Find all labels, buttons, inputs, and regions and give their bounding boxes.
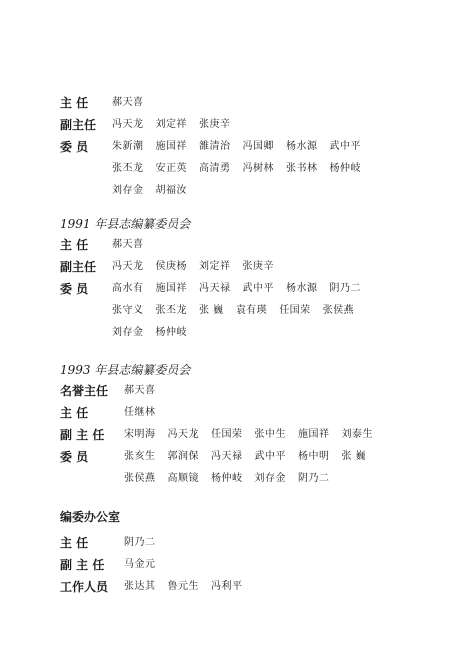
member-name: 冯天禄 [211, 451, 243, 462]
member-name: 冯天龙 [167, 429, 199, 440]
member-name: 张侯燕 [124, 473, 156, 484]
member-name: 杨仲岐 [211, 473, 243, 484]
role-label: 副 主 任 [60, 558, 105, 572]
member-name: 张丕龙 [112, 163, 144, 174]
member-name: 高水有 [112, 283, 144, 294]
member-name: 武中平 [242, 283, 274, 294]
row-members [60, 446, 367, 468]
member-name: 任国荣 [211, 429, 243, 440]
row-members-cont [60, 300, 355, 322]
member-name: 冯树林 [242, 163, 274, 174]
role-label: 主 任 [60, 536, 89, 550]
row-deputy-director [60, 424, 373, 446]
member-name: 袁有瑛 [235, 305, 268, 316]
member-name: 施国祥 [155, 283, 187, 294]
member-name: 张书林 [286, 163, 318, 174]
committee-section-1993 [60, 360, 373, 490]
member-name: 武中平 [254, 451, 286, 462]
member-name: 杨仲岐 [155, 327, 187, 338]
member-name: 刘定祥 [199, 261, 231, 272]
member-name: 杨中明 [298, 451, 330, 462]
member-name: 张丕龙 [155, 305, 187, 316]
member-name: 任国荣 [279, 305, 311, 316]
row-director [60, 402, 190, 424]
member-name: 刘存金 [112, 327, 144, 338]
member-name: 张中生 [254, 429, 286, 440]
member-name: 杨水源 [286, 283, 318, 294]
role-label: 主 任 [60, 406, 89, 420]
member-name: 宋明海 [124, 429, 156, 440]
row-deputy-director [60, 256, 274, 278]
row-staff [60, 576, 243, 598]
member-name: 刘存金 [112, 185, 144, 196]
role-label: 副主任 [60, 118, 97, 132]
member-name: 冯天龙 [112, 119, 144, 130]
role-label: 委 员 [60, 282, 89, 296]
member-name: 阴乃二 [329, 283, 361, 294]
row-members-cont [60, 322, 190, 344]
member-name: 施国祥 [298, 429, 330, 440]
member-name: 高顺镜 [167, 473, 199, 484]
member-name: 胡福汝 [155, 185, 187, 196]
member-name: 武中平 [329, 141, 361, 152]
role-label: 委 员 [60, 140, 89, 154]
section-title: 1991 年县志编纂委员会 [60, 217, 191, 231]
member-name: 张 巍 [341, 451, 367, 462]
member-name: 刘存金 [254, 473, 286, 484]
member-name: 杨水源 [286, 141, 318, 152]
member-name: 冯天龙 [112, 261, 144, 272]
member-name: 侯庚杨 [155, 261, 187, 272]
member-name: 张达其 [124, 581, 156, 592]
member-name: 刘定祥 [155, 119, 187, 130]
member-name: 郝天喜 [112, 239, 144, 250]
row-director [60, 234, 190, 256]
row-members [60, 278, 361, 300]
role-label: 工作人员 [60, 580, 109, 594]
member-name: 杨仲岐 [329, 163, 361, 174]
member-name: 阴乃二 [124, 537, 156, 548]
member-name: 安正英 [155, 163, 187, 174]
member-name: 高清勇 [199, 163, 231, 174]
member-name: 任继林 [124, 407, 156, 418]
member-name: 张侯燕 [322, 305, 355, 316]
member-name: 冯国卿 [242, 141, 274, 152]
member-name: 张庚辛 [242, 261, 274, 272]
member-name: 郭润保 [167, 451, 199, 462]
member-name: 朱新潮 [112, 141, 144, 152]
role-label: 委 员 [60, 450, 89, 464]
member-name: 冯利平 [211, 581, 243, 592]
member-name: 郝天喜 [124, 385, 156, 396]
role-label: 副主任 [60, 260, 97, 274]
section-title: 1993 年县志编纂委员会 [60, 363, 191, 377]
member-name: 刘泰生 [341, 429, 373, 440]
row-honorary-director [60, 380, 190, 402]
role-label: 副 主 任 [60, 428, 105, 442]
member-name: 鲁元生 [167, 581, 199, 592]
role-label: 名誉主任 [60, 384, 109, 398]
editorial-office-section [60, 506, 243, 598]
role-label: 主 任 [60, 96, 89, 110]
member-name: 马金元 [124, 559, 156, 570]
row-deputy-director [60, 554, 156, 576]
member-name: 施国祥 [155, 141, 187, 152]
member-name: 张守义 [112, 305, 144, 316]
row-director [60, 532, 156, 554]
member-name: 张庚辛 [199, 119, 231, 130]
committee-section-1991 [60, 214, 361, 344]
row-members-cont [60, 468, 330, 490]
section-title: 编委办公室 [60, 510, 121, 524]
member-name: 阴乃二 [298, 473, 330, 484]
role-label: 主 任 [60, 238, 89, 252]
member-name: 冯天禄 [199, 283, 231, 294]
member-name: 雒清治 [199, 141, 231, 152]
member-name: 张 巍 [199, 305, 224, 316]
member-name: 张亥生 [124, 451, 156, 462]
member-name: 郝天喜 [112, 97, 144, 108]
